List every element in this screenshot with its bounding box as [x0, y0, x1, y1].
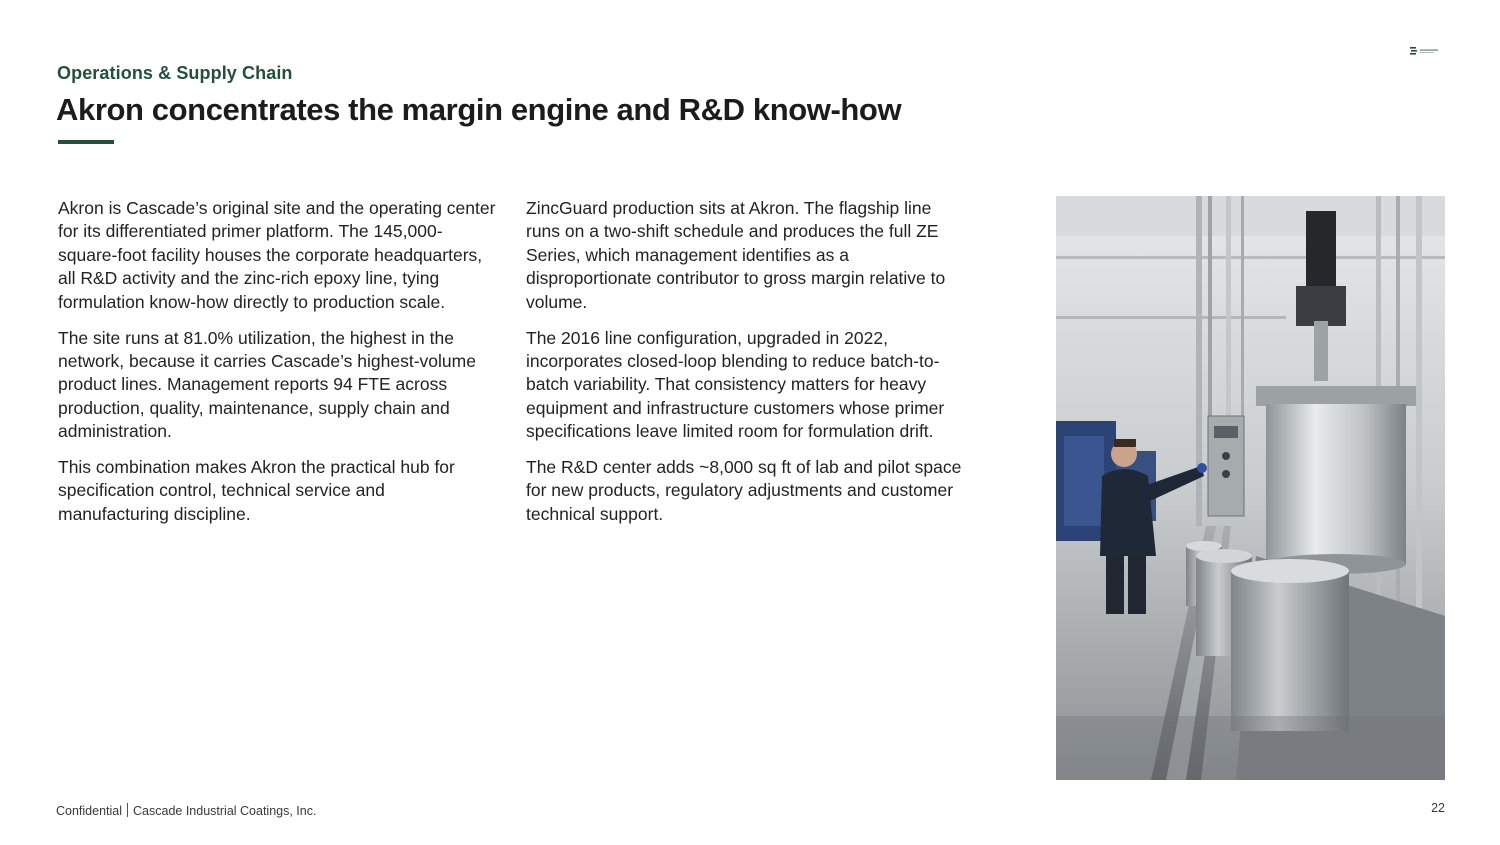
- paragraph: Akron is Cascade’s original site and the operating center for its differentiated primer platform. The 145,000-square-foot facility houses the corporate headquarters, all R&D activity and the zinc-rich epoxy line, tying formulation know-how directly to production scale.: [58, 198, 496, 312]
- confidential-label: Confidential: [56, 804, 123, 818]
- left-text-column: [58, 197, 498, 539]
- paragraph: The 2016 line configuration, upgraded in 2022, incorporates closed-loop blending to reduce batch-to-batch variability. That consistency matters for heavy equipment and infrastructure customers whose primer specifications leave limited room for formulation drift.: [526, 327, 945, 442]
- middle-text-column: [526, 197, 966, 539]
- footer-divider: [127, 803, 128, 817]
- paragraph: ZincGuard production sits at Akron. The flagship line runs on a two-shift schedule and produces the full ZE Series, which management identifies as a disproportionate contributor to gross margin relative to volume.: [526, 198, 946, 312]
- paragraph: The R&D center adds ~8,000 sq ft of lab and pilot space for new products, regulatory adjustments and customer technical support.: [526, 457, 962, 524]
- company-name: Cascade Industrial Coatings, Inc.: [133, 804, 317, 818]
- cascade-logo-icon: [1410, 44, 1440, 56]
- eyebrow-section-label: Operations & Supply Chain: [57, 63, 293, 83]
- factory-photo: [1056, 196, 1445, 780]
- title-underline: [58, 140, 114, 144]
- footer: [56, 803, 316, 818]
- paragraph: The site runs at 81.0% utilization, the highest in the network, because it carries Cascade’s highest-volume product lines. Management reports 94 FTE across production, quality, maintenance, supply chain and administration.: [58, 327, 476, 442]
- page-title: Akron concentrates the margin engine and R&D know-how: [56, 92, 902, 127]
- page-number: 22: [1431, 801, 1445, 815]
- paragraph: This combination makes Akron the practical hub for specification control, technical service and manufacturing discipline.: [58, 457, 455, 524]
